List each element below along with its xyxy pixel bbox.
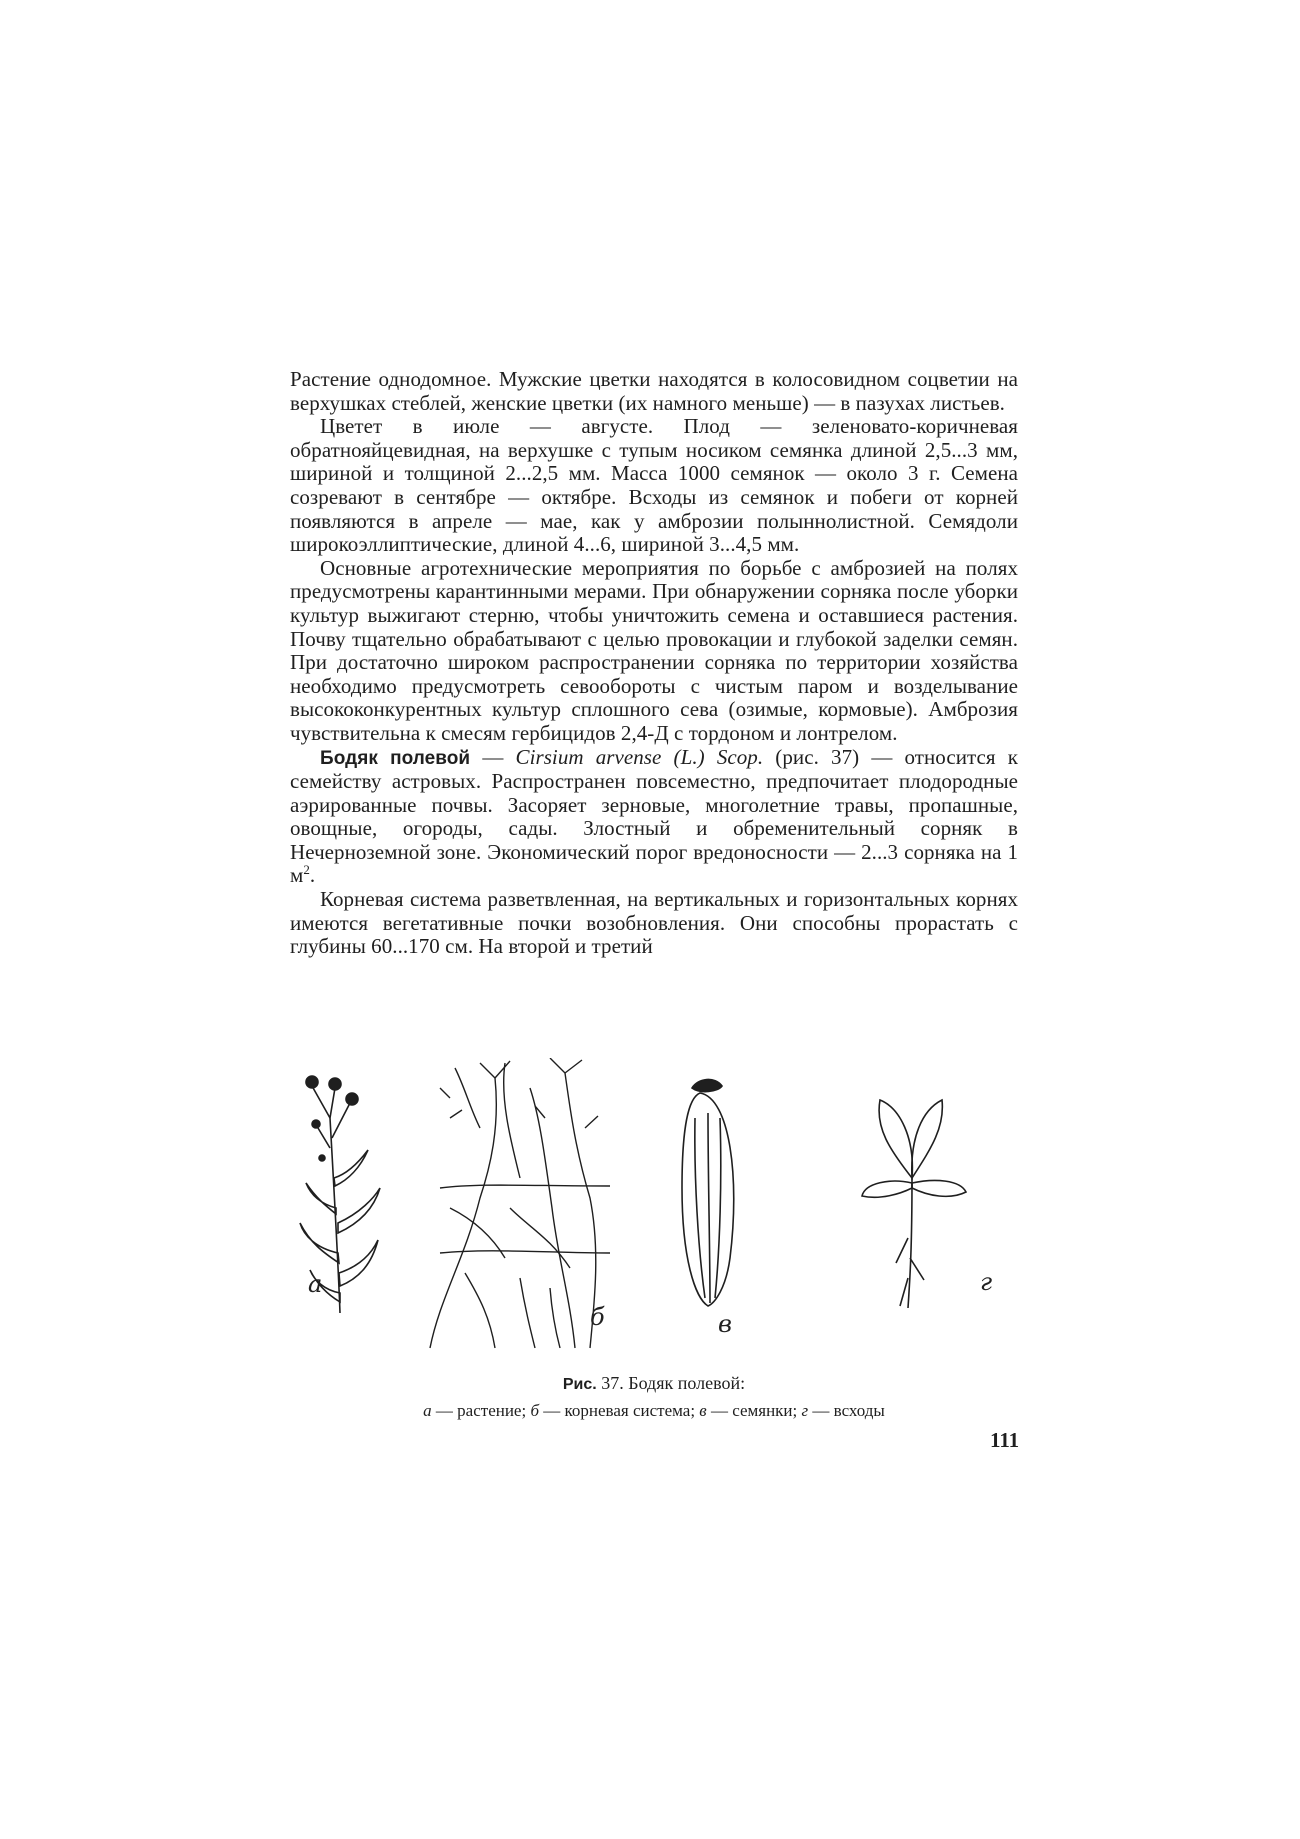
figure-illustrations xyxy=(290,1058,1018,1358)
seed-illustration xyxy=(682,1079,734,1306)
figure-37 xyxy=(290,1058,1018,1358)
page-body-text xyxy=(290,368,1018,959)
superscript-two: 2 xyxy=(303,862,310,878)
caption-lead: Рис. xyxy=(562,1376,597,1393)
page-number: 111 xyxy=(990,1428,1020,1452)
legend-key-a: а xyxy=(423,1401,432,1420)
latin-name: Cirsium arvense (L.) Scop. xyxy=(515,744,764,769)
caption-title xyxy=(290,1370,1018,1398)
figure-caption xyxy=(290,1370,1018,1424)
legend-text-c: — семянки; xyxy=(706,1401,802,1420)
legend-key-b: б xyxy=(530,1401,540,1420)
paragraph-flowering: Цветет в июле — августе. Плод — зеленовато-коричневая обратнояйцевидная, на верхушке с тупым носиком семянка длиной 2,5...3 мм, шириной и толщиной 2...2,5 мм. Масса 1000 семянок — около 3 г. Семена созревают в сентябре — октябре. Всходы из семянок и побеги от корней появляются в апреле — мае, как у амброзии полыннолистной. Семядоли широкоэллиптические, длиной 4...6, шириной 3...4,5 мм. xyxy=(290,414,1018,557)
paragraph-monoecious: Растение однодомное. Мужские цветки находятся в колосовидном соцветии на верхушках стеблей, женские цветки (их намного меньше) — в пазухах листьев. xyxy=(290,367,1018,415)
caption-title-text: 37. Бодяк полевой: xyxy=(596,1373,746,1393)
panel-letter-b: б xyxy=(590,1303,605,1331)
legend-key-d: г xyxy=(801,1401,809,1420)
species-term: Бодяк полевой xyxy=(320,747,471,769)
seedling-illustration xyxy=(862,1100,966,1308)
term-dash: — xyxy=(470,744,516,769)
paragraph-cirsium-description xyxy=(290,746,1018,889)
caption-legend xyxy=(290,1398,1018,1424)
paragraph-cirsium-text: (рис. 37) — относится к семейству астровых. Распространен повсеместно, предпочитает плодородные аэрированные почвы. Засоряет зерновые, многолетние травы, пропашные, овощные, огороды, сады. Злостный и обременительный сорняк в Нечерноземной зоне. Экономический порог вредоносности — 2...3 сорняка на 1 м xyxy=(290,744,1019,888)
paragraph-root-system: Корневая система разветвленная, на вертикальных и горизонтальных корнях имеются вегетативные почки возобновления. Они способны прорастать с глубины 60...170 см. На второй и третий xyxy=(290,887,1018,959)
legend-text-d: — всходы xyxy=(808,1401,885,1420)
root-system-illustration xyxy=(430,1058,610,1348)
legend-text-b: — корневая система; xyxy=(539,1401,700,1420)
legend-text-a: — растение; xyxy=(431,1401,531,1420)
legend-key-c: в xyxy=(699,1401,707,1420)
panel-letter-d: г xyxy=(980,1268,993,1296)
panel-letter-c: в xyxy=(718,1310,732,1338)
paragraph-agrotechnical-measures: Основные агротехнические мероприятия по борьбе с амброзией на полях предусмотрены карантинными мерами. При обнаружении сорняка после уборки культур выжигают стерню, чтобы уничтожить семена и оставшиеся растения. Почву тщательно обрабатывают с целью провокации и глубокой заделки семян. При достаточно широком распространении сорняка по территории хозяйства необходимо предусмотреть севообороты с чистым паром и возделывание высококонкурентных культур сплошного сева (озимые, кормовые). Амброзия чувствительна к смесям гербицидов 2,4-Д с тордоном и лонтрелом. xyxy=(290,555,1018,745)
panel-letter-a: а xyxy=(308,1270,323,1298)
paragraph-cirsium-end: . xyxy=(309,863,316,888)
